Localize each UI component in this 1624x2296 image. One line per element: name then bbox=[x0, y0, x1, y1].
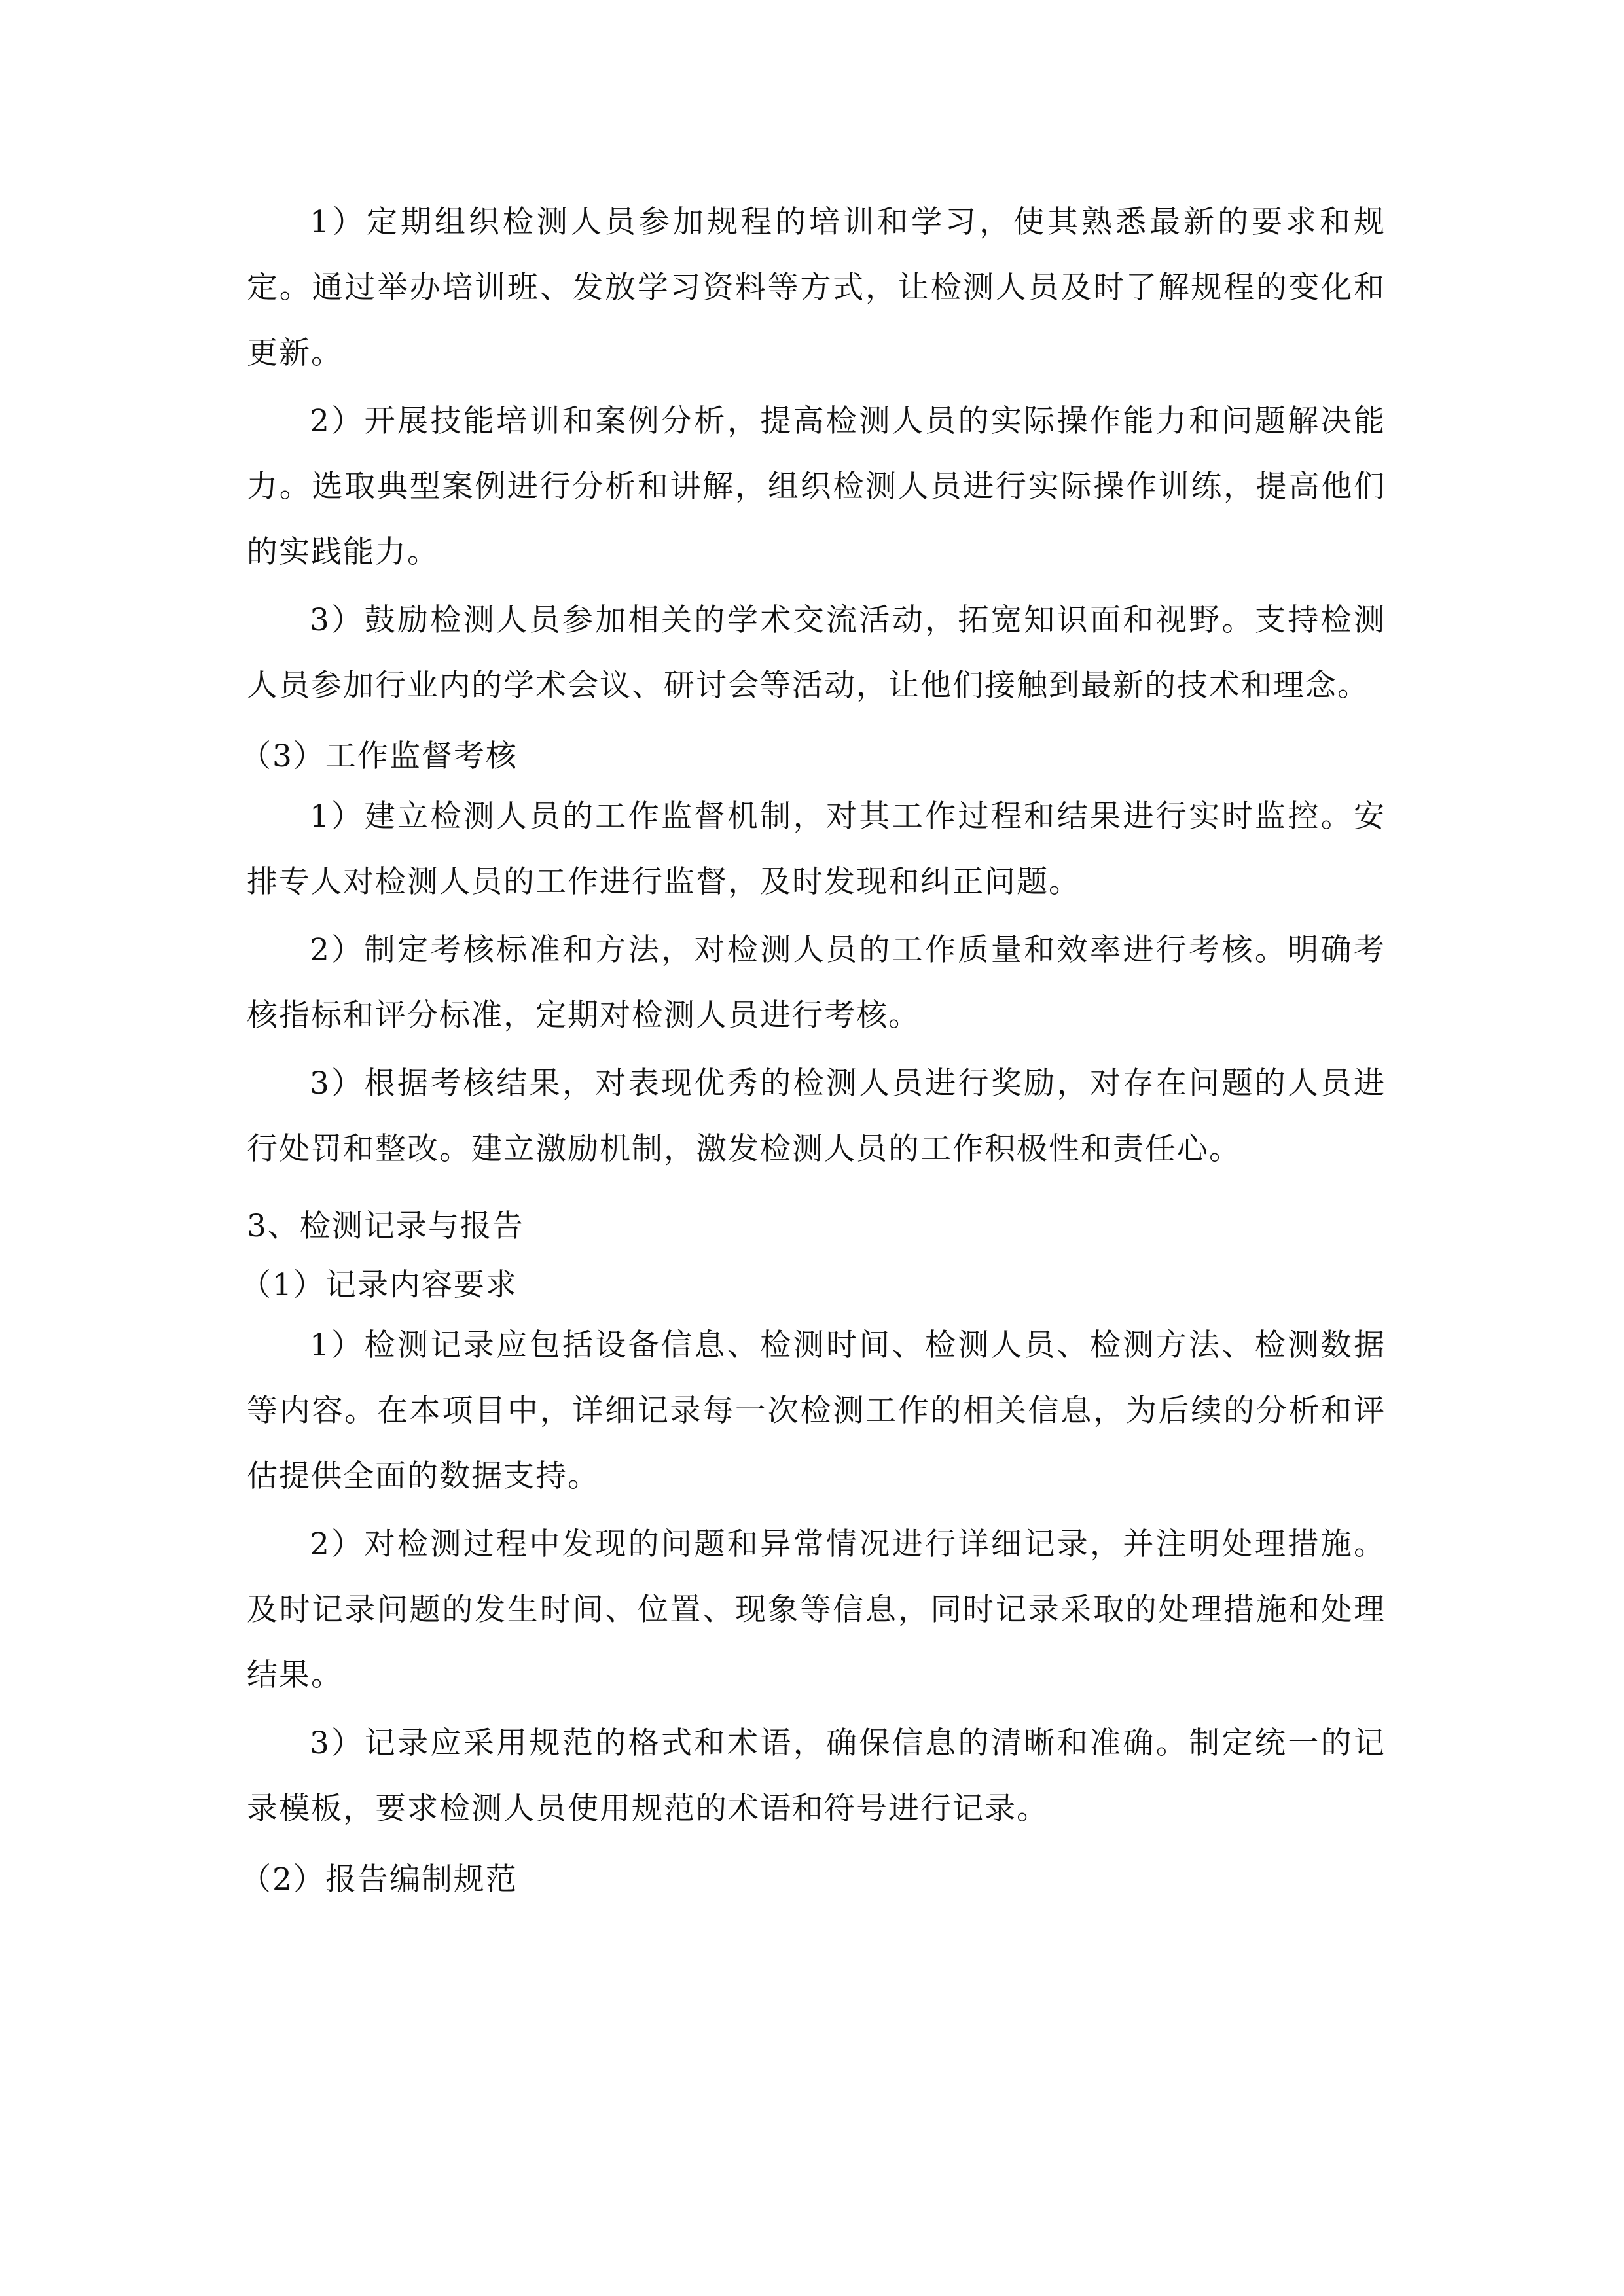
paragraph-training-regulations: 1）定期组织检测人员参加规程的培训和学习，使其熟悉最新的要求和规定。通过举办培训班、发放学习资料等方式，让检测人员及时了解规程的变化和更新。 bbox=[247, 204, 1386, 371]
paragraph-skills-training: 2）开展技能培训和案例分析，提高检测人员的实际操作能力和问题解决能力。选取典型案例进行分析和讲解，组织检测人员进行实际操作训练，提高他们的实践能力。 bbox=[247, 403, 1386, 570]
heading-report-standards: （2）报告编制规范 bbox=[240, 1861, 518, 1897]
heading-record-content: （1）记录内容要求 bbox=[240, 1267, 518, 1303]
paragraph-record-problems: 2）对检测过程中发现的问题和异常情况进行详细记录，并注明处理措施。及时记录问题的发生时间、位置、现象等信息，同时记录采取的处理措施和处理结果。 bbox=[247, 1526, 1386, 1693]
heading-records-and-reports: 3、检测记录与报告 bbox=[247, 1208, 524, 1244]
paragraph-rewards-penalties: 3）根据考核结果，对表现优秀的检测人员进行奖励，对存在问题的人员进行处罚和整改。建立激励机制，激发检测人员的工作积极性和责任心。 bbox=[247, 1066, 1386, 1167]
paragraph-assessment-standards: 2）制定考核标准和方法，对检测人员的工作质量和效率进行考核。明确考核指标和评分标准，定期对检测人员进行考核。 bbox=[247, 932, 1386, 1033]
paragraph-record-format: 3）记录应采用规范的格式和术语，确保信息的清晰和准确。制定统一的记录模板，要求检测人员使用规范的术语和符号进行记录。 bbox=[247, 1725, 1386, 1827]
paragraph-supervision-mechanism: 1）建立检测人员的工作监督机制，对其工作过程和结果进行实时监控。安排专人对检测人员的工作进行监督，及时发现和纠正问题。 bbox=[247, 798, 1386, 900]
heading-work-supervision: （3）工作监督考核 bbox=[240, 738, 518, 774]
paragraph-academic-exchange: 3）鼓励检测人员参加相关的学术交流活动，拓宽知识面和视野。支持检测人员参加行业内的学术会议、研讨会等活动，让他们接触到最新的技术和理念。 bbox=[247, 602, 1386, 704]
document-body bbox=[240, 190, 1386, 1907]
paragraph-record-items: 1）检测记录应包括设备信息、检测时间、检测人员、检测方法、检测数据等内容。在本项目中，详细记录每一次检测工作的相关信息，为后续的分析和评估提供全面的数据支持。 bbox=[247, 1327, 1386, 1494]
